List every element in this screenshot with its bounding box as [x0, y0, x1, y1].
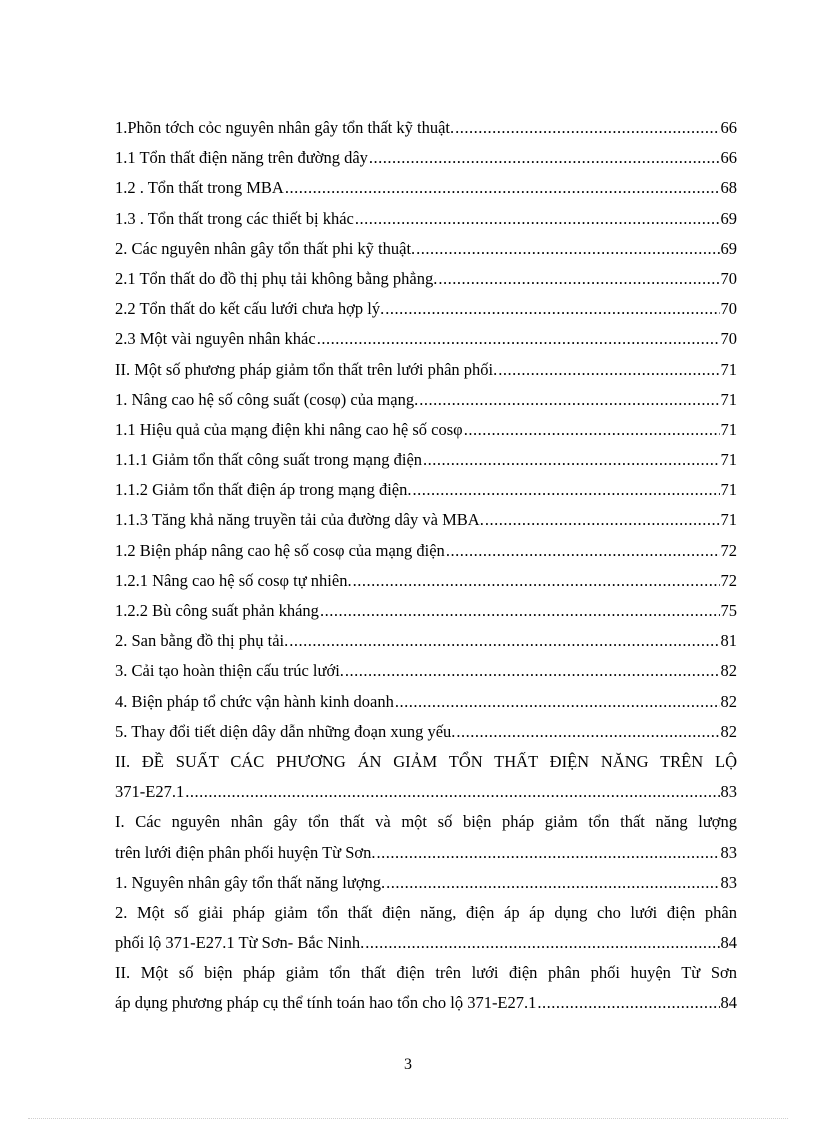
toc-page-number: 83 — [720, 842, 737, 862]
toc-entry[interactable] — [115, 204, 737, 234]
toc-leader — [345, 656, 720, 686]
toc-page-number: 84 — [720, 933, 737, 953]
toc-page-number: 66 — [720, 118, 737, 137]
toc-entry[interactable] — [115, 687, 737, 717]
toc-entry[interactable] — [115, 596, 737, 626]
toc-leader — [355, 204, 720, 234]
toc-entry-line1[interactable]: I. Các nguyên nhân gây tổn thất và một số biện pháp giảm tổn thất năng lượng — [115, 812, 737, 832]
toc-page-number: 71 — [720, 419, 737, 439]
toc-leader — [456, 717, 719, 747]
toc-entry-text: 2. San bằng đồ thị phụ tải. — [115, 631, 289, 651]
toc-page-number: 82 — [720, 721, 737, 741]
toc-entry[interactable] — [115, 475, 737, 505]
toc-entry[interactable] — [115, 445, 737, 475]
toc-leader — [289, 626, 719, 656]
toc-entry-text: 5. Thay đổi tiết diện dây dẫn những đoạn xung yếu. — [115, 721, 456, 741]
toc-page-number: 69 — [720, 208, 737, 228]
toc-page-number: 70 — [720, 299, 737, 319]
toc-leader — [416, 234, 719, 264]
toc-entry-text: 2.3 Một vài nguyên nhân khác — [115, 329, 316, 349]
toc-entry[interactable] — [115, 294, 737, 324]
toc-entry-text: 2.2 Tổn thất do kết cấu lưới chưa hợp lý. — [115, 299, 385, 319]
toc-entry[interactable] — [115, 505, 737, 535]
toc-entry-text: 3. Cải tạo hoàn thiện cấu trúc lưới. — [115, 661, 344, 681]
toc-page-number: 70 — [720, 268, 737, 288]
toc-page-number: 83 — [720, 872, 737, 892]
toc-leader — [395, 687, 720, 717]
toc-entry-text: áp dụng phương pháp cụ thể tính toán hao tổn cho lộ 371-E27.1 — [115, 993, 537, 1013]
toc-entry-text: 1.2 . Tổn thất trong MBA — [115, 178, 284, 198]
toc-leader — [320, 596, 720, 626]
toc-entry-text: 1.Phõn tớch cỏc nguyên nhân gây tổn thất kỹ thuật. — [115, 118, 455, 137]
toc-page-number: 70 — [720, 329, 737, 349]
toc-entry[interactable] — [115, 234, 737, 264]
page-footer-divider — [28, 1118, 788, 1119]
toc-entry-text: 4. Biện pháp tổ chức vận hành kinh doanh — [115, 691, 394, 711]
toc-entry[interactable] — [115, 868, 737, 898]
toc-leader — [385, 294, 719, 324]
toc-page-number: 71 — [720, 480, 737, 500]
toc-entry[interactable] — [115, 324, 737, 354]
toc-entry[interactable] — [115, 777, 737, 807]
toc-page-number: 72 — [720, 540, 737, 560]
toc-page-number: 72 — [720, 570, 737, 590]
toc-leader — [423, 445, 719, 475]
toc-entry[interactable] — [115, 264, 737, 294]
toc-entry-line1[interactable]: 2. Một số giải pháp giảm tổn thất điện năng, điện áp áp dụng cho lưới điện phân — [115, 902, 737, 922]
toc-entry[interactable] — [115, 656, 737, 686]
toc-entry[interactable] — [115, 566, 737, 596]
toc-page-number: 82 — [720, 691, 737, 711]
toc-entry-text: 1.1.2 Giảm tổn thất điện áp trong mạng điện. — [115, 480, 412, 500]
toc-page-number: 69 — [720, 238, 737, 258]
toc-entry-text: 1.1.1 Giảm tổn thất công suất trong mạng điện — [115, 450, 423, 470]
toc-entry-text: II. Một số phương pháp giảm tổn thất trên lưới phân phối. — [115, 359, 498, 379]
toc-page-number: 84 — [720, 993, 737, 1013]
toc-leader — [412, 475, 719, 505]
toc-leader — [353, 566, 720, 596]
toc-entry-text: trên lưới điện phân phối huyện Từ Sơn. — [115, 842, 376, 862]
toc-page-number: 82 — [720, 661, 737, 681]
toc-entry[interactable] — [115, 928, 737, 958]
toc-entry[interactable] — [115, 355, 737, 385]
page-number: 3 — [404, 1056, 412, 1073]
toc-page-number: 66 — [720, 148, 737, 168]
toc-leader — [386, 868, 719, 898]
toc-page-number: 81 — [720, 631, 737, 651]
toc-entry-text: 2. Các nguyên nhân gây tổn thất phi kỹ thuật. — [115, 238, 416, 258]
toc-entry-line1[interactable]: II. ĐỀ SUẤT CÁC PHƯƠNG ÁN GIẢM TỔN THẤT ĐIỆN NĂNG TRÊN LỘ — [115, 751, 737, 771]
toc-entry-text: 371-E27.1 — [115, 782, 185, 802]
toc-leader — [446, 536, 720, 566]
toc-entry-text: 1.1.3 Tăng khả năng truyền tải của đường dây và MBA. — [115, 510, 484, 530]
toc-entry[interactable] — [115, 385, 737, 415]
toc-leader — [365, 928, 719, 958]
toc-entry[interactable] — [115, 143, 737, 173]
toc-leader — [377, 838, 720, 868]
toc-page-number: 71 — [720, 450, 737, 470]
toc-entry-text: 1.1 Hiệu quả của mạng điện khi nâng cao hệ số cosφ — [115, 419, 463, 439]
toc-entry[interactable] — [115, 988, 737, 1018]
toc-entry-text: 1. Nguyên nhân gây tổn thất năng lượng. — [115, 872, 386, 892]
toc-leader — [317, 324, 720, 354]
toc-entry-text: 1.3 . Tổn thất trong các thiết bị khác — [115, 208, 354, 228]
toc-entry[interactable] — [115, 626, 737, 656]
toc-page-number: 71 — [720, 359, 737, 379]
toc-entry-text: 2.1 Tổn thất do đồ thị phụ tải không bằng phẳng. — [115, 268, 438, 288]
toc-page-number: 71 — [720, 510, 737, 530]
toc-entry[interactable] — [115, 838, 737, 868]
toc-leader — [485, 505, 720, 535]
toc-leader — [285, 173, 720, 203]
table-of-contents — [115, 113, 737, 1019]
toc-entry[interactable] — [115, 173, 737, 203]
toc-entry[interactable] — [115, 113, 737, 143]
toc-entry[interactable] — [115, 536, 737, 566]
toc-entry-text: 1.1 Tổn thất điện năng trên đường dây — [115, 148, 368, 168]
toc-leader — [185, 777, 719, 807]
toc-leader — [419, 385, 719, 415]
toc-entry-line1[interactable]: II. Một số biện pháp giảm tổn thất điện trên lưới điện phân phối huyện Từ Sơn — [115, 963, 737, 983]
toc-page-number: 83 — [720, 782, 737, 802]
toc-entry[interactable] — [115, 717, 737, 747]
toc-leader — [464, 415, 720, 445]
toc-leader — [498, 355, 719, 385]
toc-entry-text: 1.2.1 Nâng cao hệ số cosφ tự nhiên. — [115, 570, 352, 590]
toc-page-number: 71 — [720, 389, 737, 409]
toc-entry-text: phối lộ 371-E27.1 Từ Sơn- Bắc Ninh. — [115, 933, 365, 953]
toc-leader — [537, 988, 719, 1018]
toc-entry[interactable] — [115, 415, 737, 445]
toc-entry-text: 1. Nâng cao hệ số công suất (cosφ) của mạng. — [115, 389, 419, 409]
toc-page-number: 75 — [720, 601, 737, 620]
toc-leader — [369, 143, 720, 173]
toc-leader — [455, 113, 719, 143]
toc-page-number: 68 — [720, 178, 737, 198]
toc-entry-text: 1.2.2 Bù công suất phản kháng — [115, 601, 319, 620]
toc-leader — [438, 264, 719, 294]
toc-entry-text: 1.2 Biện pháp nâng cao hệ số cosφ của mạng điện — [115, 540, 445, 560]
